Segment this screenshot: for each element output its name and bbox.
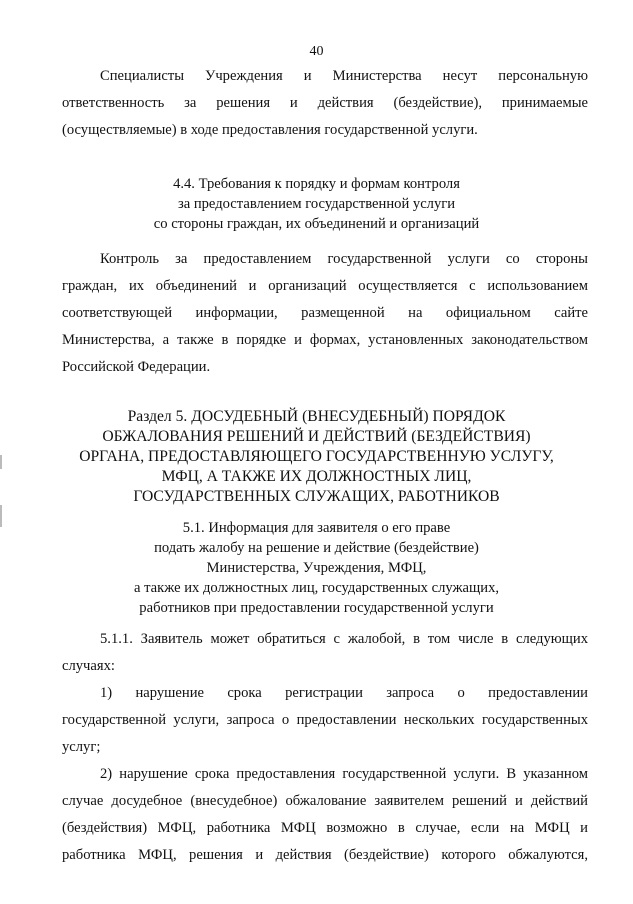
text-line: 1) нарушение срока регистрации запроса о предоставлении: [100, 685, 588, 701]
heading-line: за предоставлением государственной услуги: [177, 196, 456, 212]
list-item-2: [62, 761, 588, 869]
paragraph-responsibility: [62, 63, 588, 144]
heading-line: ОРГАНА, ПРЕДОСТАВЛЯЮЩЕГО ГОСУДАРСТВЕННУЮ УСЛУГУ,: [79, 448, 554, 465]
text-line: 5.1.1. Заявитель может обратиться с жалобой, в том числе в следующих: [100, 631, 588, 647]
section-heading-5-1: [0, 518, 633, 618]
text-line: Специалисты Учреждения и Министерства несут персональную: [100, 68, 588, 84]
text-line: услуг;: [62, 739, 101, 755]
text-line: 2) нарушение срока предоставления государственной услуги. В указанном: [100, 766, 588, 782]
heading-line: Раздел 5. ДОСУДЕБНЫЙ (ВНЕСУДЕБНЫЙ) ПОРЯДОК: [127, 408, 506, 425]
heading-line: со стороны граждан, их объединений и организаций: [153, 216, 480, 232]
text-line: граждан, их объединений и организаций осуществляется с использованием: [62, 278, 588, 294]
list-item-1: [62, 680, 588, 761]
text-line: ответственность за решения и действия (бездействие), принимаемые: [62, 95, 588, 111]
heading-line: 5.1. Информация для заявителя о его праве: [182, 520, 451, 536]
page-number: 40: [309, 44, 324, 59]
text-line: Контроль за предоставлением государственной услуги со стороны: [100, 251, 588, 267]
heading-line: ГОСУДАРСТВЕННЫХ СЛУЖАЩИХ, РАБОТНИКОВ: [133, 488, 500, 505]
section-heading-5: [0, 407, 633, 507]
text-line: (бездействия) МФЦ, работника МФЦ возможно в случае, если на МФЦ и: [62, 820, 588, 836]
heading-line: ОБЖАЛОВАНИЯ РЕШЕНИЙ И ДЕЙСТВИЙ (БЕЗДЕЙСТВИЯ): [102, 428, 531, 445]
text-line: Российской Федерации.: [62, 359, 211, 375]
scan-edge-mark: [0, 505, 2, 527]
heading-line: МФЦ, А ТАКЖЕ ИХ ДОЛЖНОСТНЫХ ЛИЦ,: [161, 468, 472, 485]
text-line: случаях:: [62, 658, 115, 674]
heading-line: а также их должностных лиц, государственных служащих,: [133, 580, 500, 596]
paragraph-control: [62, 246, 588, 381]
text-line: (осуществляемые) в ходе предоставления государственной услуги.: [62, 122, 478, 138]
heading-line: работников при предоставлении государственной услуги: [139, 600, 494, 616]
text-line: соответствующей информации, размещенной на официальном сайте: [62, 305, 588, 321]
heading-line: подать жалобу на решение и действие (бездействие): [154, 540, 479, 556]
scan-edge-mark: [0, 455, 2, 469]
text-line: государственной услуги, запроса о предоставлении нескольких государственных: [62, 712, 588, 728]
section-heading-4-4: [0, 174, 633, 234]
paragraph-5-1-1: [62, 626, 588, 680]
text-line: случае досудебное (внесудебное) обжалование заявителем решений и действий: [62, 793, 588, 809]
text-line: Министерства, а также в порядке и формах, установленных законодательством: [62, 332, 588, 348]
heading-line: Министерства, Учреждения, МФЦ,: [206, 560, 427, 576]
heading-line: 4.4. Требования к порядку и формам контроля: [173, 176, 460, 192]
text-line: работника МФЦ, решения и действия (бездействие) которого обжалуются,: [62, 847, 588, 863]
